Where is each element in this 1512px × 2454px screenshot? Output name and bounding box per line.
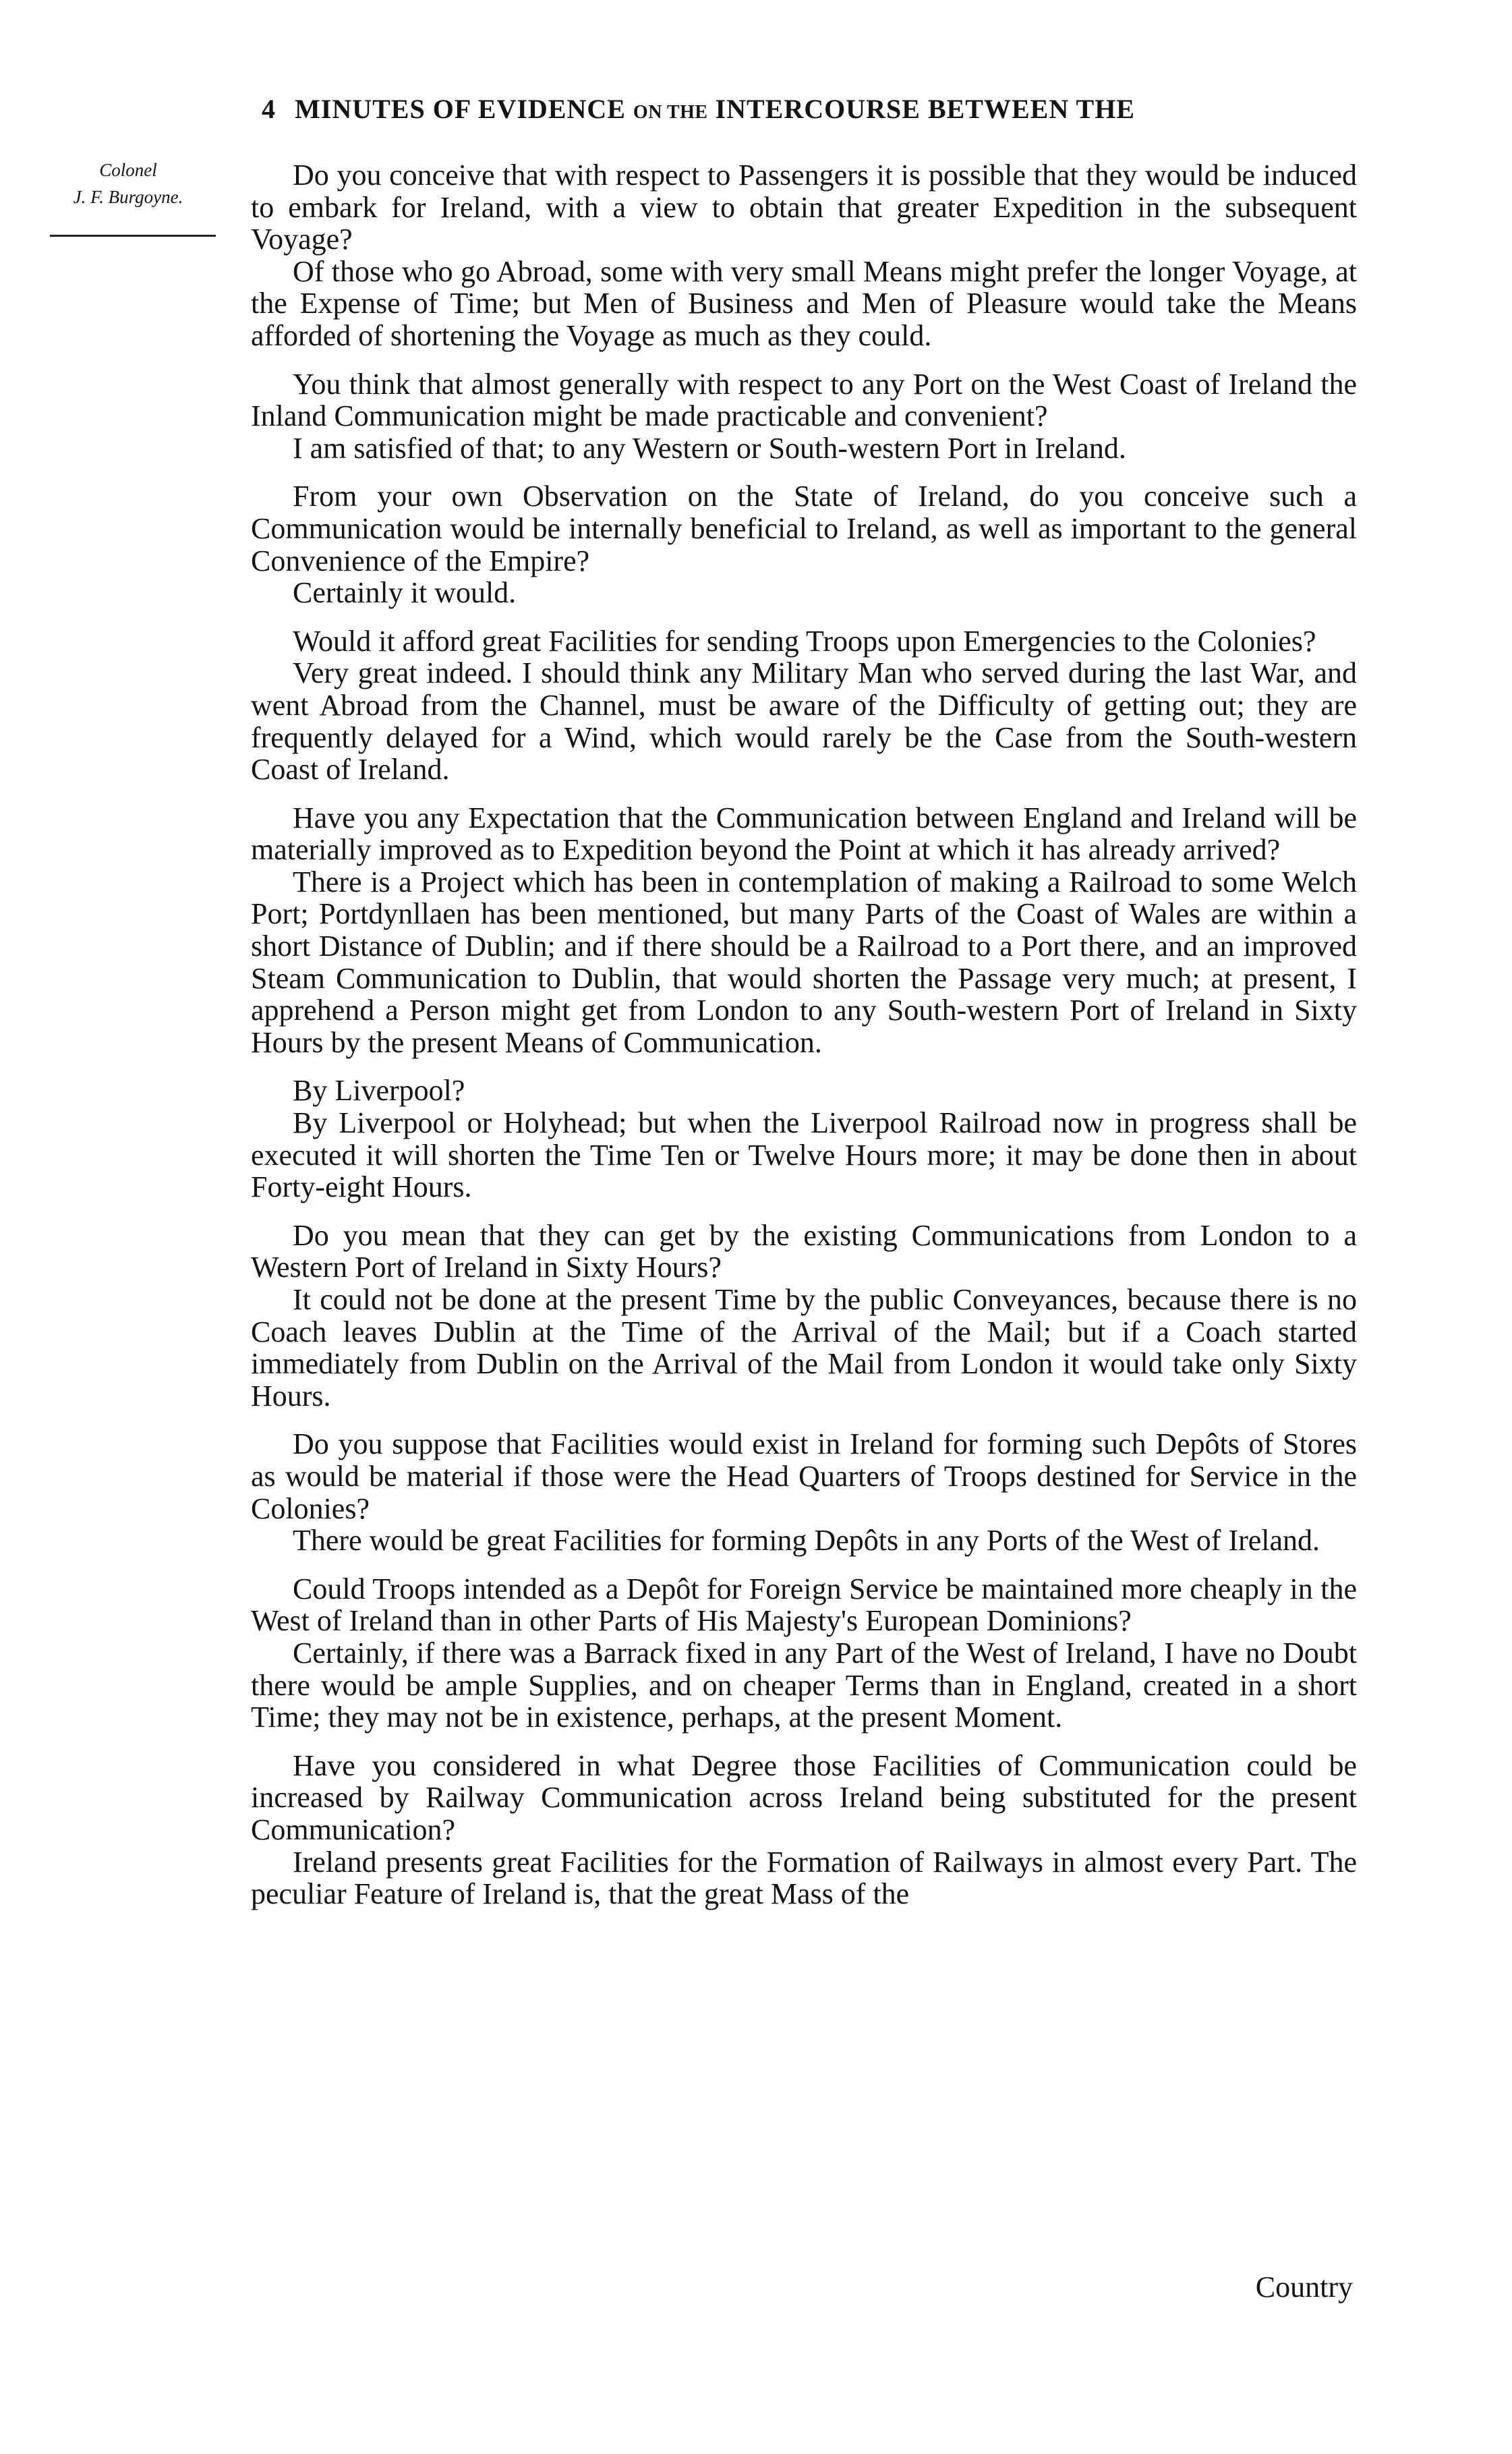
qa-block <box>251 368 1357 465</box>
qa-block <box>251 480 1357 608</box>
answer: There would be great Facilities for forming Depôts in any Ports of the West of Ireland. <box>293 1524 1320 1558</box>
answer: There is a Project which has been in contemplation of making a Railroad to some Welch Port; Portdynllaen has been mentioned, but many Parts of the Coast of Wales are within a short Distance of Dublin; and if there should be a Railroad to a Port there, and an improved Steam Communication to Dublin, that would shorten the Passage very much; at present, I apprehend a Person might get from London to any South-western Port of Ireland in Sixty Hours by the present Means of Communication. <box>251 865 1357 1059</box>
question: Could Troops intended as a Depôt for Foreign Service be maintained more cheaply in the West of Ireland than in other Parts of His Majesty's European Dominions? <box>251 1572 1357 1638</box>
question: From your own Observation on the State of Ireland, do you conceive such a Communication would be internally beneficial to Ireland, as well as important to the general Convenience of the Empire? <box>251 480 1357 577</box>
question: Do you mean that they can get by the existing Communications from London to a Western Port of Ireland in Sixty Hours? <box>251 1218 1357 1284</box>
header-title-small: ON THE <box>633 102 708 123</box>
question: Have you considered in what Degree those Facilities of Communication could be increased by Railway Communication across Ireland being substituted for the present Communication? <box>251 1748 1357 1846</box>
qa-block <box>251 1075 1357 1203</box>
page-number: 4 <box>262 94 276 124</box>
witness-name: J. F. Burgoyne. <box>73 187 183 207</box>
qa-block <box>251 1573 1357 1734</box>
answer: By Liverpool or Holyhead; but when the Liverpool Railroad now in progress shall be executed it will shorten the Time Ten or Twelve Hours more; it may be done then in about Forty-eight Hours. <box>251 1106 1357 1204</box>
question: Do you suppose that Facilities would exist in Ireland for forming such Depôts of Stores as would be material if those were the Head Quarters of Troops destined for Service in the Colonies? <box>251 1427 1357 1525</box>
qa-block <box>251 1750 1357 1910</box>
question: Would it afford great Facilities for sending Troops upon Emergencies to the Colonies? <box>293 624 1316 658</box>
running-header <box>262 93 1354 125</box>
answer: Certainly, if there was a Barrack fixed in any Part of the West of Ireland, I have no Doubt there would be ample Supplies, and on cheaper Terms than in England, created in a short Time; they may not be in existence, perhaps, at the present Moment. <box>251 1636 1357 1734</box>
question: Do you conceive that with respect to Passengers it is possible that they would be induced to embark for Ireland, with a view to obtain that greater Expedition in the subsequent Voyage? <box>251 159 1357 256</box>
qa-block <box>251 159 1357 352</box>
witness-margin-note <box>27 156 229 210</box>
answer: Ireland presents great Facilities for the Formation of Railways in almost every Part. The peculiar Feature of Ireland is, that the great Mass of the <box>251 1845 1357 1911</box>
qa-block <box>251 625 1357 786</box>
witness-rank: Colonel <box>99 160 157 180</box>
question: You think that almost generally with respect to any Port on the West Coast of Ireland the Inland Communication might be made practicable and convenient? <box>251 367 1357 433</box>
qa-block <box>251 1428 1357 1556</box>
evidence-body <box>251 159 1357 1927</box>
question: Have you any Expectation that the Communication between England and Ireland will be materially improved as to Expedition beyond the Point at which it has already arrived? <box>251 801 1357 867</box>
qa-block <box>251 802 1357 1059</box>
margin-divider <box>50 235 216 237</box>
answer: Of those who go Abroad, some with very small Means might prefer the longer Voyage, at the Expense of Time; but Men of Business and Men of Pleasure would take the Means afforded of shortening the Voyage as much as they could. <box>251 254 1357 352</box>
catchword: Country <box>1255 2271 1353 2304</box>
header-title-part2: INTERCOURSE BETWEEN THE <box>715 94 1135 124</box>
answer: I am satisfied of that; to any Western or South-western Port in Ireland. <box>293 431 1126 465</box>
qa-block <box>251 1220 1357 1413</box>
question: By Liverpool? <box>293 1074 465 1108</box>
answer: It could not be done at the present Time by the public Conveyances, because there is no Coach leaves Dublin at the Time of the Arrival of the Mail; but if a Coach started immediately from Dublin on the Arrival of the Mail from London it would take only Sixty Hours. <box>251 1283 1357 1413</box>
header-title-part1: MINUTES OF EVIDENCE <box>295 94 626 124</box>
answer: Very great indeed. I should think any Military Man who served during the last War, and went Abroad from the Channel, must be aware of the Difficulty of getting out; they are frequently delayed for a Wind, which would rarely be the Case from the South-western Coast of Ireland. <box>251 656 1357 787</box>
answer: Certainly it would. <box>293 576 517 610</box>
